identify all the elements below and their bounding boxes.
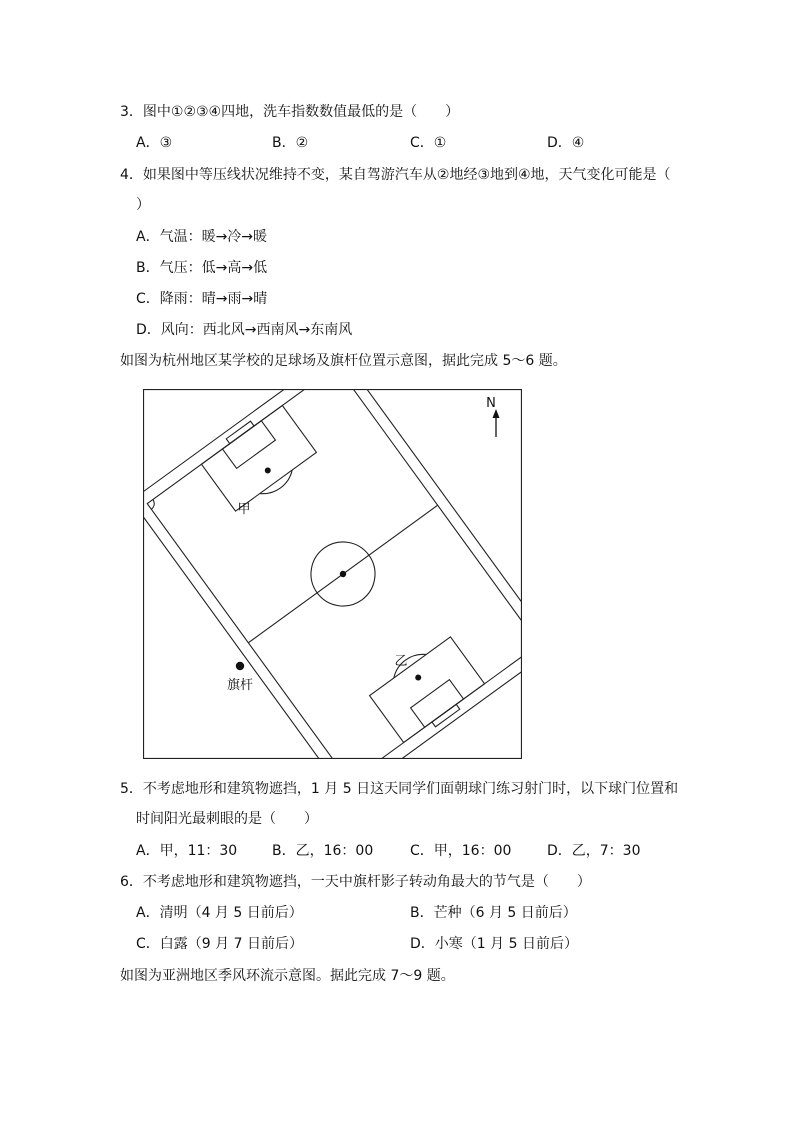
question-5-stem: 5．不考虑地形和建筑物遮挡，1 月 5 日这天同学们面朝球门练习射门时，以下球门位置和 — [120, 781, 679, 797]
question-4-stem: 4．如果图中等压线状况维持不变，某自驾游汽车从②地经③地到④地，天气变化可能是（ — [120, 167, 671, 183]
q5-option-c: C．甲，16：00 — [410, 843, 512, 859]
q3-option-c: C．① — [410, 135, 447, 151]
question-3-stem: 3．图中①②③④四地，洗车指数数值最低的是（ ） — [120, 104, 460, 120]
q5-option-a: A．甲，11：30 — [136, 843, 238, 859]
q3-option-b: B．② — [272, 135, 309, 151]
question-6-stem: 6．不考虑地形和建筑物遮挡，一天中旗杆影子转动角最大的节气是（ ） — [120, 874, 591, 890]
goal-yi-label: 乙 — [394, 654, 408, 669]
intro-7-9: 如图为亚洲地区季风环流示意图。据此完成 7～9 题。 — [120, 968, 455, 984]
q4-option-c: C．降雨：晴→雨→晴 — [136, 291, 268, 307]
q3-option-a: A．③ — [136, 135, 173, 151]
north-label: N — [486, 396, 496, 411]
q6-option-b: B．芒种（6 月 5 日前后） — [410, 905, 577, 921]
flagpole-marker — [236, 662, 244, 670]
question-4-stem-cont: ） — [136, 197, 150, 213]
question-5-stem-cont: 时间阳光最刺眼的是（ ） — [136, 811, 318, 827]
q5-option-d: D．乙，7：30 — [547, 843, 641, 859]
q4-option-d: D．风向：西北风→西南风→东南风 — [136, 322, 353, 338]
q3-option-d: D．④ — [547, 135, 585, 151]
q6-option-c: C．白露（9 月 7 日前后） — [136, 936, 303, 952]
intro-5-6: 如图为杭州地区某学校的足球场及旗杆位置示意图，据此完成 5～6 题。 — [120, 353, 567, 369]
q6-option-d: D．小寒（1 月 5 日前后） — [410, 936, 578, 952]
q4-option-b: B．气压：低→高→低 — [136, 260, 268, 276]
figure-frame — [144, 390, 522, 759]
football-field-figure — [143, 389, 522, 759]
flagpole-label: 旗杆 — [226, 678, 254, 693]
q5-option-b: B．乙，16：00 — [272, 843, 374, 859]
goal-jia-label: 甲 — [237, 502, 251, 517]
q4-option-a: A．气温：暖→冷→暖 — [136, 229, 268, 245]
q6-option-a: A．清明（4 月 5 日前后） — [136, 905, 303, 921]
